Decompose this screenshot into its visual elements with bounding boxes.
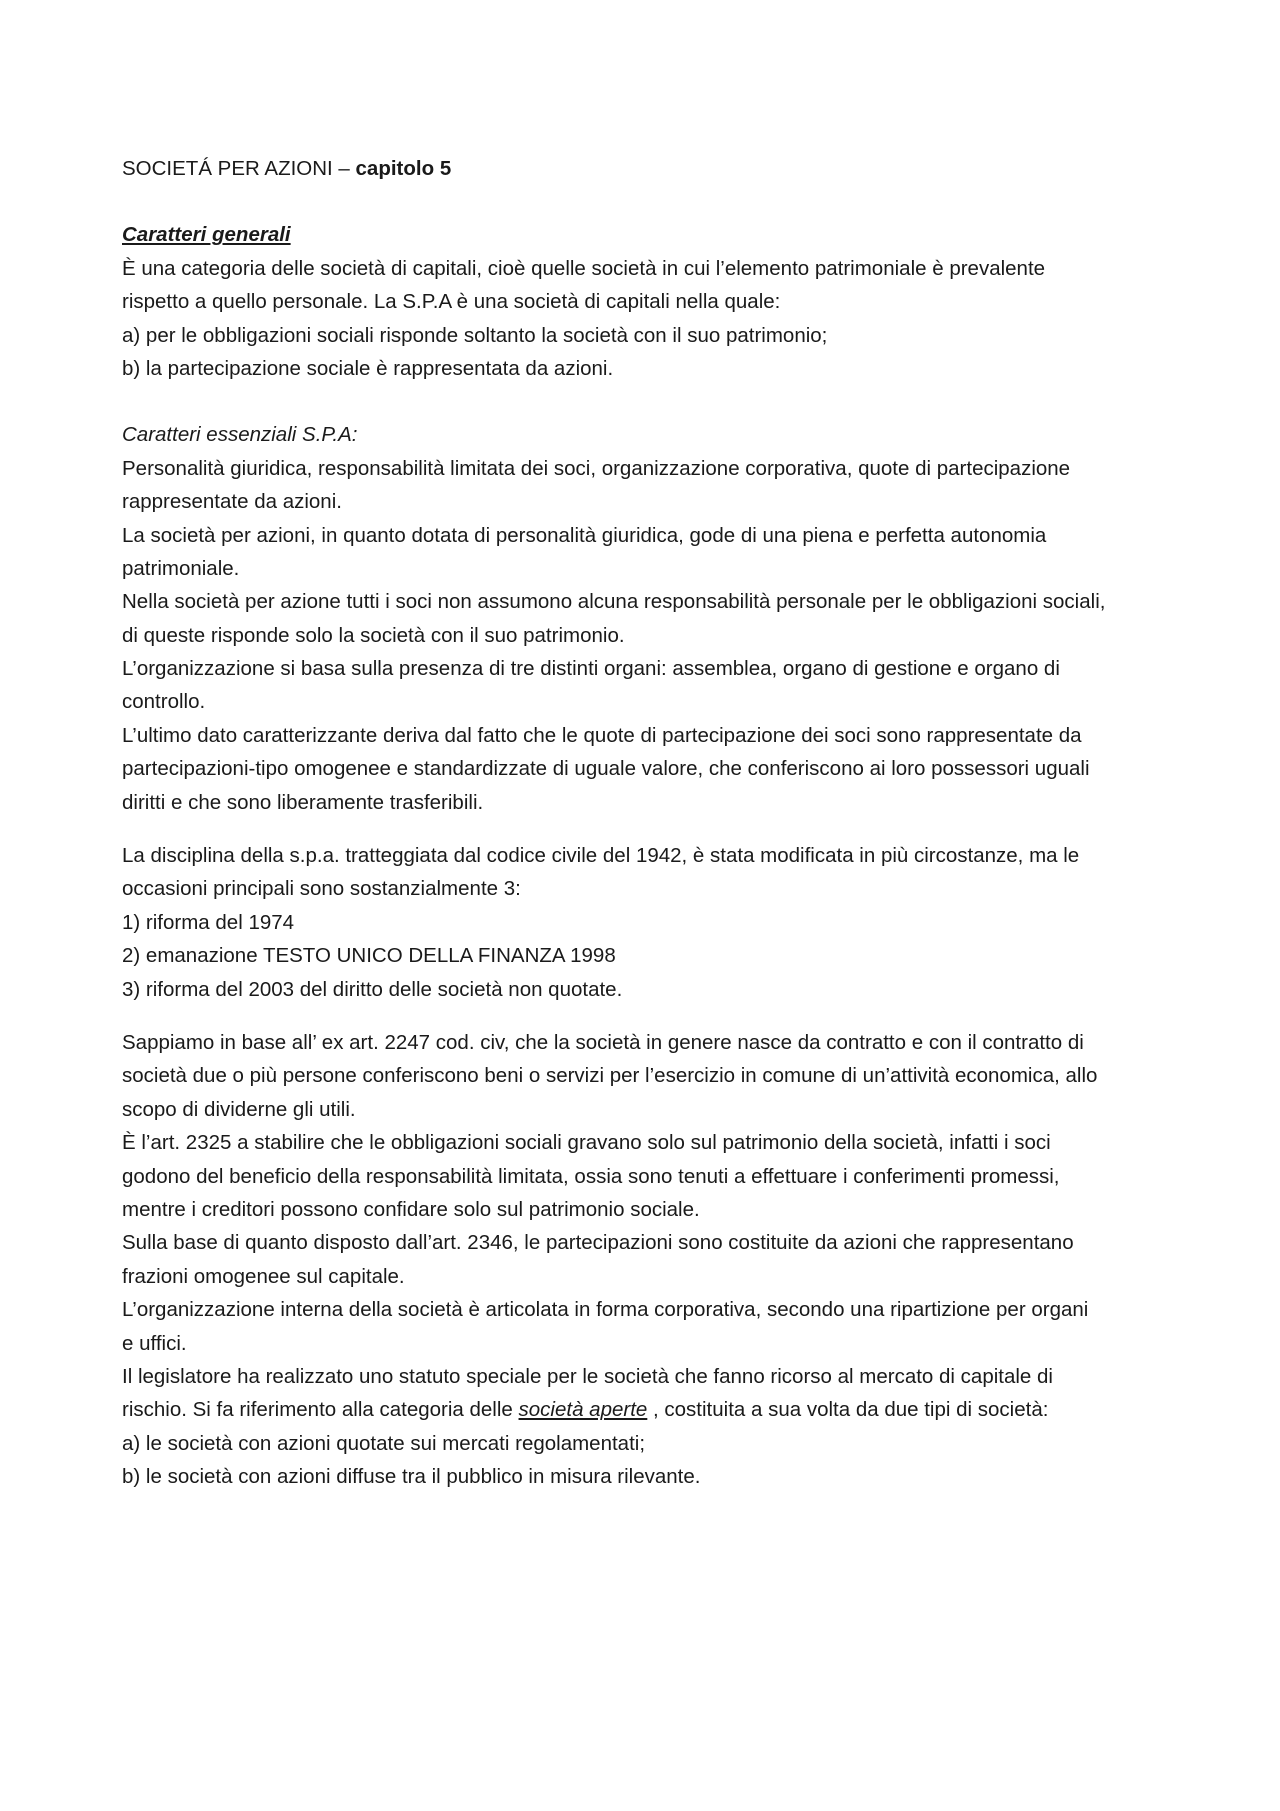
paragraph-line: La disciplina della s.p.a. tratteggiata dal codice civile del 1942, è stata modificata in più circostanze, ma le xyxy=(122,844,1080,868)
paragraph-line: Sulla base di quanto disposto dall’art. 2346, le partecipazioni sono costituite da azioni che rappresentano xyxy=(122,1231,1074,1255)
paragraph-line: controllo. xyxy=(122,690,206,714)
paragraph-line: e uffici. xyxy=(122,1331,187,1355)
title-chapter: capitolo 5 xyxy=(355,157,452,180)
paragraph-line: partecipazioni-tipo omogenee e standardizzate di uguale valore, che conferiscono ai loro possessori uguali xyxy=(122,757,1090,781)
paragraph-line: b) la partecipazione sociale è rappresentata da azioni. xyxy=(122,356,614,380)
list-item: 3) riforma del 2003 del diritto delle società non quotate. xyxy=(122,977,623,1001)
paragraph-line: rappresentate da azioni. xyxy=(122,490,342,514)
document-page xyxy=(122,152,1182,1493)
paragraph-line: È l’art. 2325 a stabilire che le obbligazioni sociali gravano solo sul patrimonio della società, infatti i soci xyxy=(122,1131,1051,1155)
paragraph-line: rispetto a quello personale. La S.P.A è una società di capitali nella quale: xyxy=(122,290,781,314)
paragraph-line: Nella società per azione tutti i soci non assumono alcuna responsabilità personale per le obbligazioni sociali, xyxy=(122,590,1106,614)
paragraph-line: patrimoniale. xyxy=(122,556,240,580)
list-item: a) le società con azioni quotate sui mercati regolamentati; xyxy=(122,1431,646,1455)
paragraph-line: L’ultimo dato caratterizzante deriva dal fatto che le quote di partecipazione dei soci sono rappresentate da xyxy=(122,723,1082,747)
paragraph-line: La società per azioni, in quanto dotata di personalità giuridica, gode di una piena e perfetta autonomia xyxy=(122,523,1047,547)
paragraph-line: È una categoria delle società di capitali, cioè quelle società in cui l’elemento patrimoniale è prevalente xyxy=(122,256,1046,280)
paragraph-line: a) per le obbligazioni sociali risponde soltanto la società con il suo patrimonio; xyxy=(122,323,828,347)
paragraph-line: scopo di dividerne gli utili. xyxy=(122,1097,356,1121)
paragraph-line: società due o più persone conferiscono beni o servizi per l’esercizio in comune di un’attività economica, allo xyxy=(122,1064,1098,1088)
paragraph-line-mixed: rischio. Si fa riferimento alla categoria delle società aperte , costituita a sua volta da due tipi di società: xyxy=(122,1398,1049,1422)
paragraph-line: mentre i creditori possono confidare solo sul patrimonio sociale. xyxy=(122,1197,700,1221)
section-heading-general: Caratteri generali xyxy=(122,223,291,247)
paragraph-line: frazioni omogenee sul capitale. xyxy=(122,1264,405,1288)
title-main: SOCIETÁ PER AZIONI – xyxy=(122,157,356,180)
paragraph-line: Il legislatore ha realizzato uno statuto speciale per le società che fanno ricorso al mercato di capitale di xyxy=(122,1364,1053,1388)
paragraph-line: diritti e che sono liberamente trasferibili. xyxy=(122,790,484,814)
list-item: 1) riforma del 1974 xyxy=(122,910,295,934)
paragraph-line: di queste risponde solo la società con il suo patrimonio. xyxy=(122,623,625,647)
section-heading-essential: Caratteri essenziali S.P.A: xyxy=(122,423,358,447)
paragraph-line: godono del beneficio della responsabilità limitata, ossia sono tenuti a effettuare i conferimenti promessi, xyxy=(122,1164,1060,1188)
paragraph-line: L’organizzazione interna della società è articolata in forma corporativa, secondo una ripartizione per organi xyxy=(122,1298,1089,1322)
paragraph-line: occasioni principali sono sostanzialmente 3: xyxy=(122,877,521,901)
emphasis-societa-aperte: società aperte xyxy=(518,1398,648,1422)
paragraph-line: Sappiamo in base all’ ex art. 2247 cod. civ, che la società in genere nasce da contratto e con il contratto di xyxy=(122,1030,1084,1054)
list-item: b) le società con azioni diffuse tra il pubblico in misura rilevante. xyxy=(122,1465,701,1489)
document-title xyxy=(122,152,1182,185)
list-item: 2) emanazione TESTO UNICO DELLA FINANZA 1998 xyxy=(122,944,616,968)
paragraph-line: Personalità giuridica, responsabilità limitata dei soci, organizzazione corporativa, quote di partecipazione xyxy=(122,456,1071,480)
paragraph-line: L’organizzazione si basa sulla presenza di tre distinti organi: assemblea, organo di gestione e organo di xyxy=(122,657,1060,681)
